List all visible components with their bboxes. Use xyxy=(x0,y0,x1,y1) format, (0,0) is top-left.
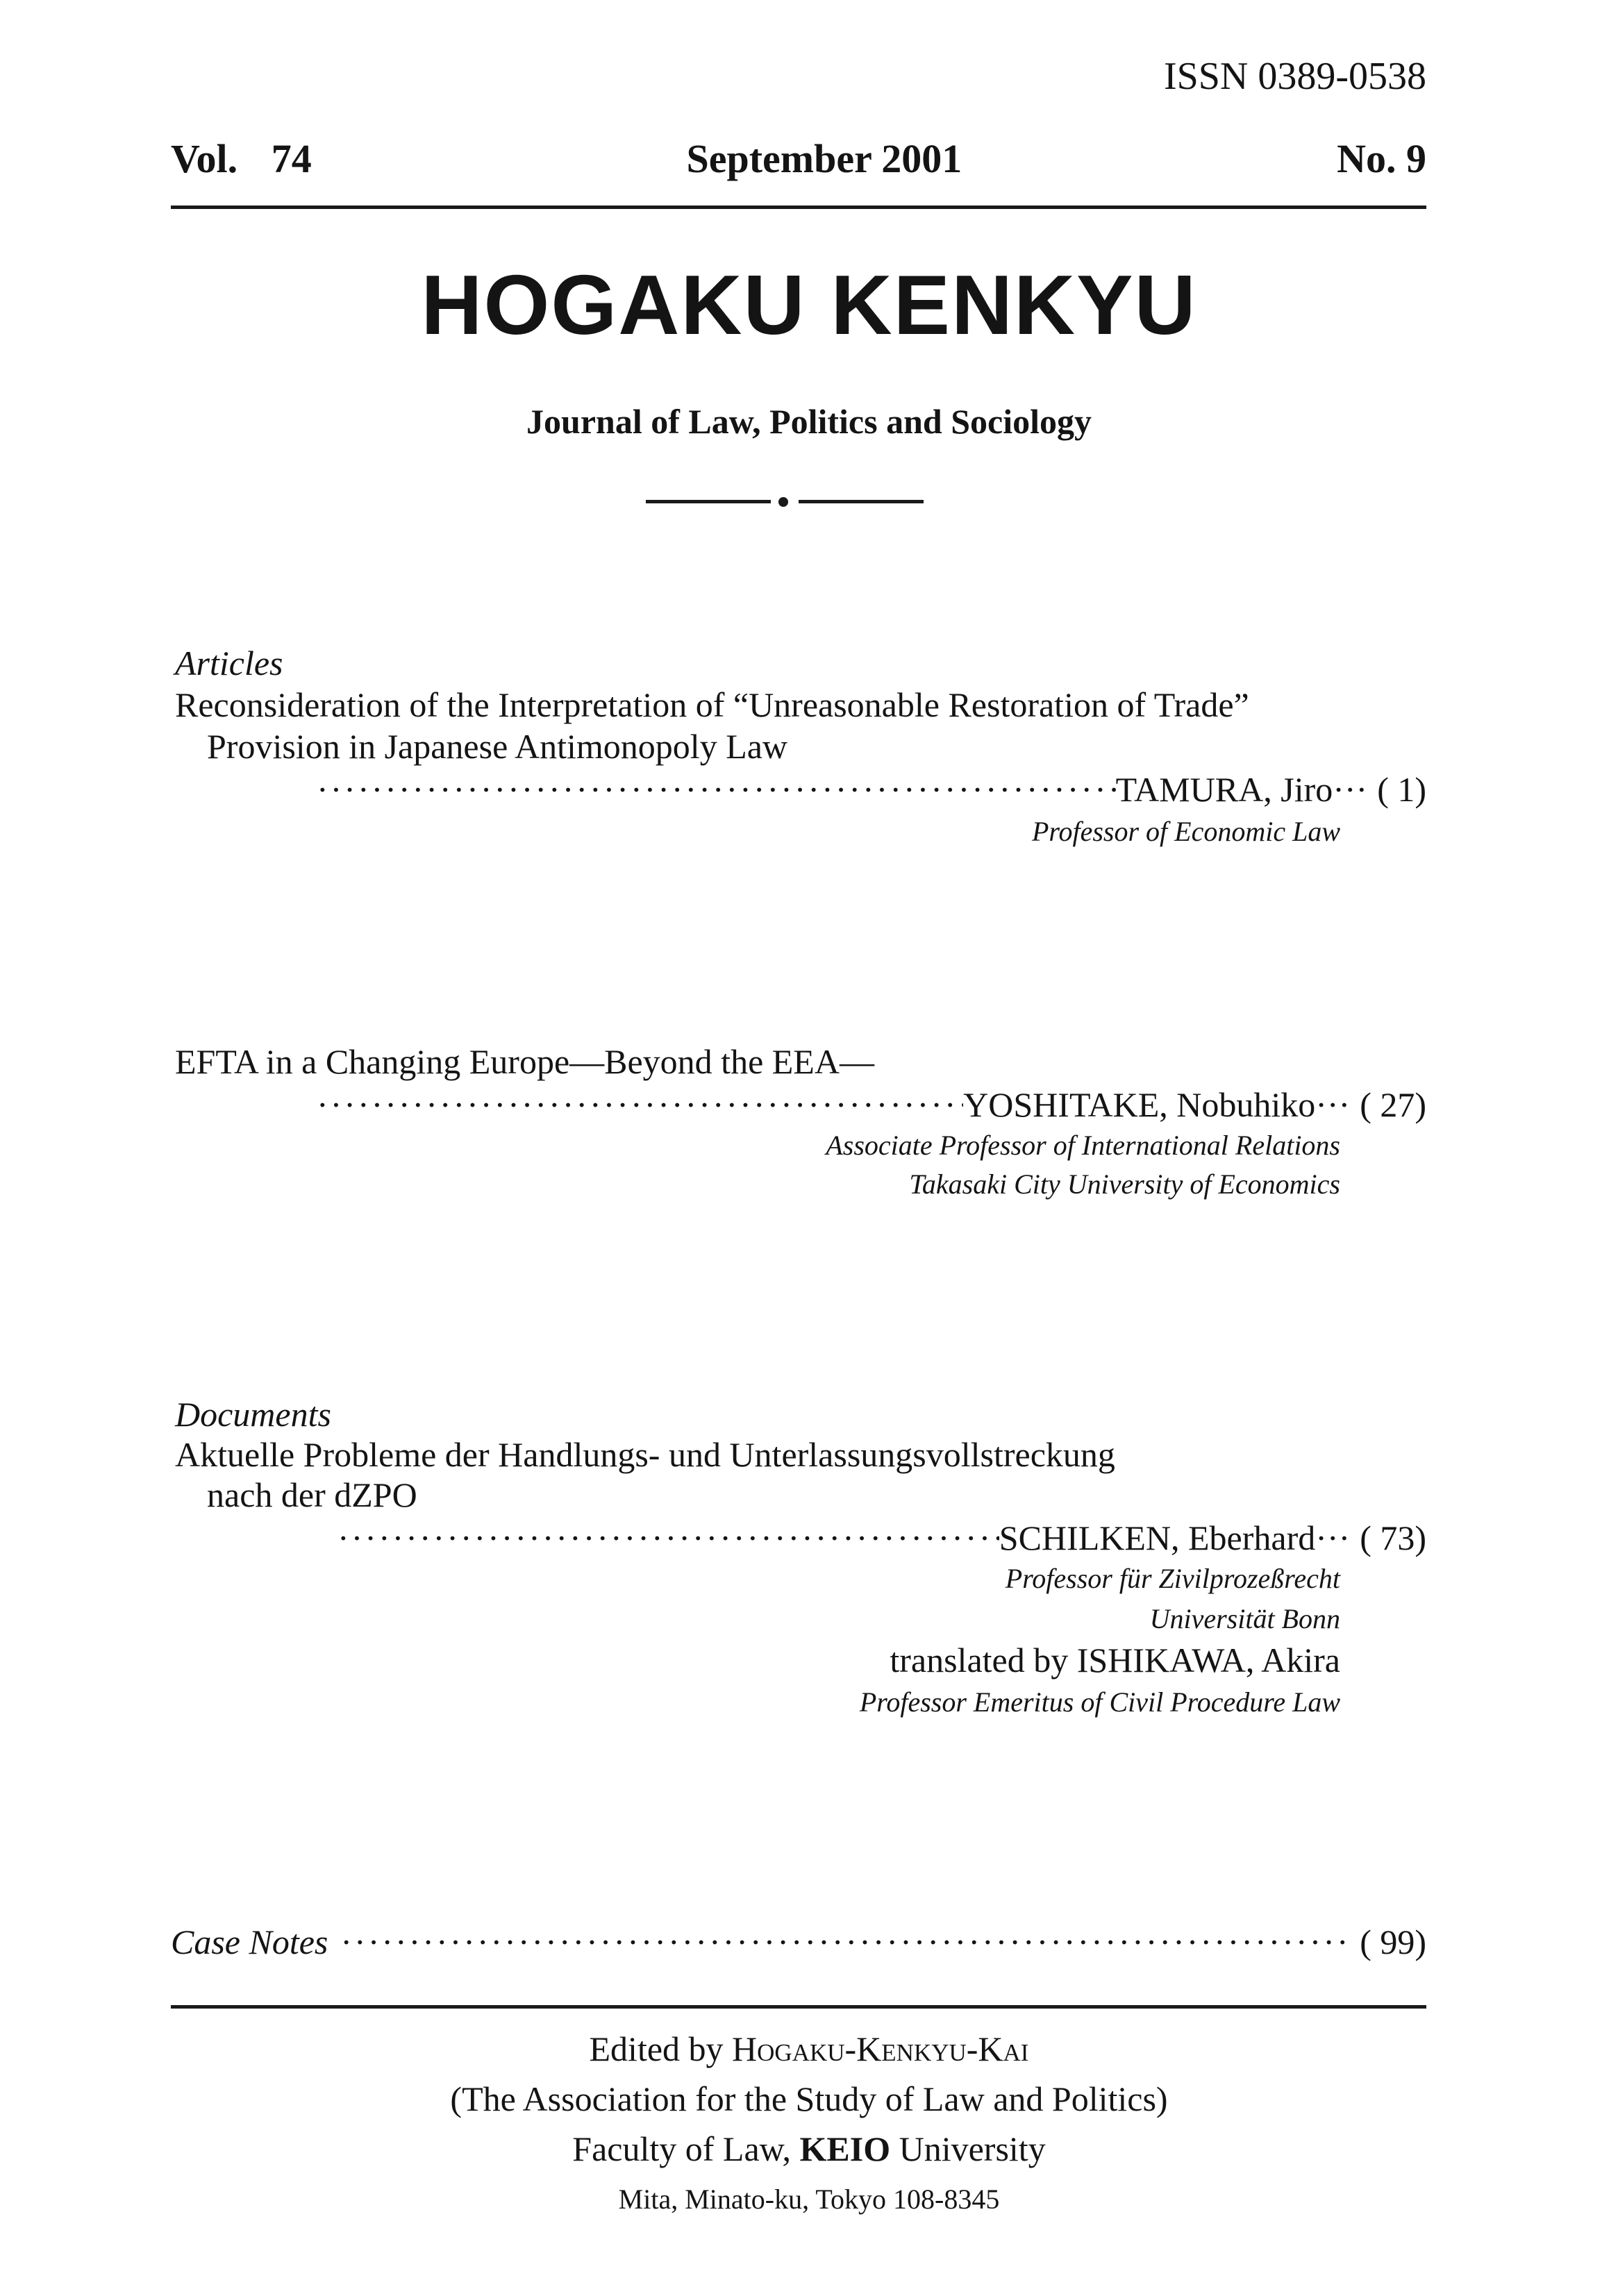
case-notes-page: ( 99) xyxy=(1360,1922,1426,1961)
document-1-translator: translated by ISHIKAWA, Akira xyxy=(890,1641,1340,1679)
edited-by-prefix: Edited by xyxy=(589,2029,733,2068)
volume-number: 74 xyxy=(271,136,312,181)
article-1-affiliation: Professor of Economic Law xyxy=(1031,816,1340,847)
ornament-bar-left xyxy=(646,500,771,503)
ornament-divider xyxy=(646,493,924,510)
article-1-entry xyxy=(317,772,1426,807)
leader-dots xyxy=(337,1520,999,1555)
document-1-entry xyxy=(337,1520,1426,1555)
leader-dots xyxy=(317,772,1116,807)
article-2-entry xyxy=(317,1087,1426,1122)
ornament-dot xyxy=(778,497,788,507)
documents-heading: Documents xyxy=(175,1395,331,1434)
document-1-affiliation-2: Universität Bonn xyxy=(1149,1603,1340,1634)
document-1-author: SCHILKEN, Eberhard··· xyxy=(999,1518,1351,1557)
top-rule xyxy=(171,206,1426,209)
articles-heading: Articles xyxy=(175,644,283,682)
article-1-title-line1: Reconsideration of the Interpretation of “Unreasonable Restoration of Trade” xyxy=(175,685,1249,724)
article-1-author: TAMURA, Jiro··· xyxy=(1115,770,1368,809)
university-name: KEIO xyxy=(799,2129,891,2168)
article-2-affiliation: Associate Professor of International Relations xyxy=(826,1130,1340,1161)
document-1-title-line2: nach der dZPO xyxy=(207,1475,417,1514)
address: Mita, Minato-ku, Tokyo 108-8345 xyxy=(618,2184,1000,2215)
issue-number: No. 9 xyxy=(1337,136,1426,181)
document-1-translator-affiliation: Professor Emeritus of Civil Procedure Law xyxy=(859,1686,1340,1718)
leader-dots xyxy=(340,1925,1350,1959)
volume-label: Vol. xyxy=(171,136,238,181)
case-notes-entry xyxy=(171,1922,1426,1961)
article-1-title-line2: Provision in Japanese Antimonopoly Law xyxy=(207,727,788,766)
issue-date: September 2001 xyxy=(686,136,962,181)
volume xyxy=(171,136,312,181)
faculty-prefix: Faculty of Law, xyxy=(572,2129,800,2168)
journal-subtitle: Journal of Law, Politics and Sociology xyxy=(526,402,1092,441)
journal-title: HOGAKU KENKYU xyxy=(421,258,1197,352)
editor-name: Hogaku-Kenkyu-Kai xyxy=(732,2029,1029,2068)
article-2-affiliation-2: Takasaki City University of Economics xyxy=(909,1168,1340,1200)
issn: ISSN 0389-0538 xyxy=(1163,55,1426,98)
document-1-title-line1: Aktuelle Probleme der Handlungs- und Unterlassungsvollstreckung xyxy=(175,1435,1115,1474)
case-notes-label: Case Notes xyxy=(171,1922,328,1961)
bottom-rule xyxy=(171,2005,1426,2009)
article-2-page: ( 27) xyxy=(1360,1085,1426,1124)
leader-dots xyxy=(317,1087,963,1122)
issue-header xyxy=(171,136,1426,181)
faculty-line xyxy=(0,2131,1618,2166)
document-1-page: ( 73) xyxy=(1360,1518,1426,1557)
ornament-bar-right xyxy=(799,500,924,503)
association-name: (The Association for the Study of Law and Politics) xyxy=(450,2079,1168,2118)
edited-by xyxy=(0,2031,1618,2066)
article-1-page: ( 1) xyxy=(1377,770,1426,809)
university-suffix: University xyxy=(890,2129,1046,2168)
document-1-affiliation: Professor für Zivilprozeßrecht xyxy=(1005,1563,1340,1594)
article-2-title: EFTA in a Changing Europe—Beyond the EEA— xyxy=(175,1042,874,1081)
article-2-author: YOSHITAKE, Nobuhiko··· xyxy=(963,1085,1351,1124)
